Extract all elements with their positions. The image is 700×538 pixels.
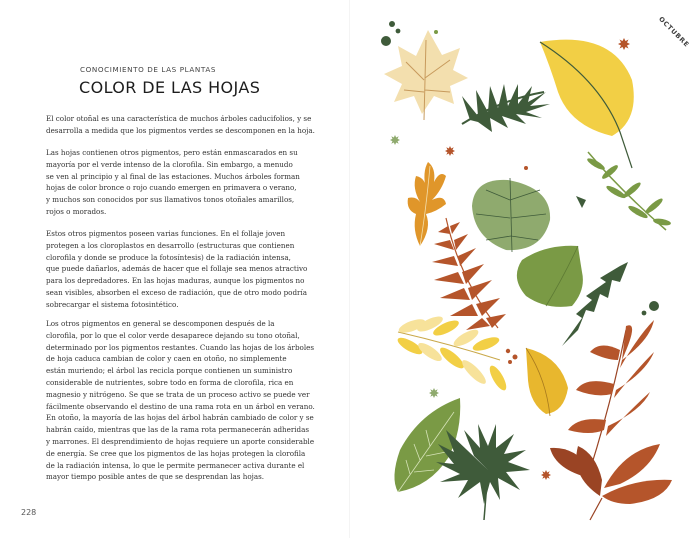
text-line: y marrones. El desprendimiento de hojas requiere un aporte considerable bbox=[46, 436, 315, 446]
text-line: Las hojas contienen otros pigmentos, pero están enmascarados en su bbox=[46, 148, 298, 157]
text-line: En otoño, la mayoría de las hojas del árbol habrán cambiado de color y se bbox=[46, 413, 314, 423]
text-line: determinado por los pigmentos restantes. Cuando las hojas de los árboles bbox=[46, 342, 315, 352]
text-line: clorofila y donde se produce la fotosíntesis) de la radiación intensa, bbox=[46, 252, 291, 262]
text-line: rojos o morados. bbox=[46, 206, 107, 216]
text-line: hojas de color bronce o rojo cuando emergen en primavera o verano, bbox=[46, 183, 297, 193]
text-line: habrán caído, mientras que las de la rama rota permanecerán adheridas bbox=[46, 425, 310, 435]
palm-leaf-dark-green bbox=[462, 84, 550, 132]
text-line: se ven al principio y al final de las estaciones. Muchos árboles forman bbox=[46, 171, 300, 181]
text-line: de la radiación intensa, lo que le permite permanecer activa durante el bbox=[46, 460, 305, 470]
text-line: magnesio y nitrógeno. Se que se trata de un proceso activo se puede ver bbox=[46, 389, 310, 399]
text-line: considerable de nutrientes, sobre todo en forma de clorofila, rica en bbox=[46, 377, 294, 387]
text-line: de hoja caduca cambian de color y caen en otoño, no simplemente bbox=[46, 354, 287, 364]
fern-sprig-green bbox=[572, 152, 671, 230]
paragraph-1 bbox=[46, 113, 316, 137]
section-kicker: CONOCIMIENTO DE LAS PLANTAS bbox=[80, 65, 217, 74]
orange-oak-leaf bbox=[408, 162, 446, 246]
text-line: de energía. Se cree que los pigmentos de las hojas protegen la clorofila bbox=[46, 448, 306, 458]
text-line: para los depredadores. En las hojas maduras, aunque los pigmentos no bbox=[46, 276, 305, 286]
text-line: El color otoñal es una característica de muchos árboles caducifolios, y se bbox=[46, 114, 312, 123]
text-line: sobrecargar el sistema fotosintético. bbox=[46, 299, 179, 309]
maple-leaf-cream bbox=[384, 30, 468, 120]
paragraph-4 bbox=[46, 318, 316, 483]
text-line: mayor tiempo posible antes de que se desprendan las hojas. bbox=[46, 472, 265, 482]
text-line: que puede dañarlos, además de hacer que el follaje sea menos atractivo bbox=[46, 264, 308, 274]
yellow-oval-leaf bbox=[540, 40, 634, 168]
text-line: Estos otros pigmentos poseen varias funciones. En el follaje joven bbox=[46, 229, 286, 238]
right-page bbox=[350, 0, 700, 538]
text-line: mayoría por el verde intenso de la clorofila. Sin embargo, a menudo bbox=[46, 159, 293, 169]
dark-fan-palm-leaf bbox=[436, 424, 530, 520]
text-line: protegen a los cloroplastos en desarrollo (estructuras que contienen bbox=[46, 240, 295, 250]
round-sage-leaf bbox=[472, 178, 550, 252]
rust-lobed-leaves bbox=[550, 444, 672, 520]
page-number: 228 bbox=[21, 508, 37, 517]
text-line: fácilmente observando el destino de una rama rota en un árbol en verano. bbox=[46, 401, 315, 411]
text-line: desarrolla a medida que los pigmentos verdes se descomponen en la hoja. bbox=[46, 125, 315, 135]
page-title: COLOR DE LAS HOJAS bbox=[79, 78, 261, 97]
yellow-teardrop-leaf bbox=[526, 348, 568, 416]
text-line: Los otros pigmentos en general se descomponen después de la bbox=[46, 319, 275, 328]
text-line: sean visibles, absorben el exceso de radiación, que de otro modo podría bbox=[46, 287, 307, 297]
text-line: están muriendo; el árbol las recicla porque contienen un suministro bbox=[46, 366, 293, 376]
text-line: y muchos son conocidos por sus llamativos tonos otoñales amarillos, bbox=[46, 195, 295, 205]
paragraph-2 bbox=[46, 147, 316, 218]
leaf-illustration bbox=[350, 0, 700, 538]
heart-leaf-olive bbox=[517, 246, 583, 307]
text-line: clorofila, por lo que el color verde desaparece dejando su tono otoñal, bbox=[46, 330, 300, 340]
paragraph-3 bbox=[46, 228, 316, 311]
month-tab: OCTUBRE bbox=[657, 15, 691, 49]
